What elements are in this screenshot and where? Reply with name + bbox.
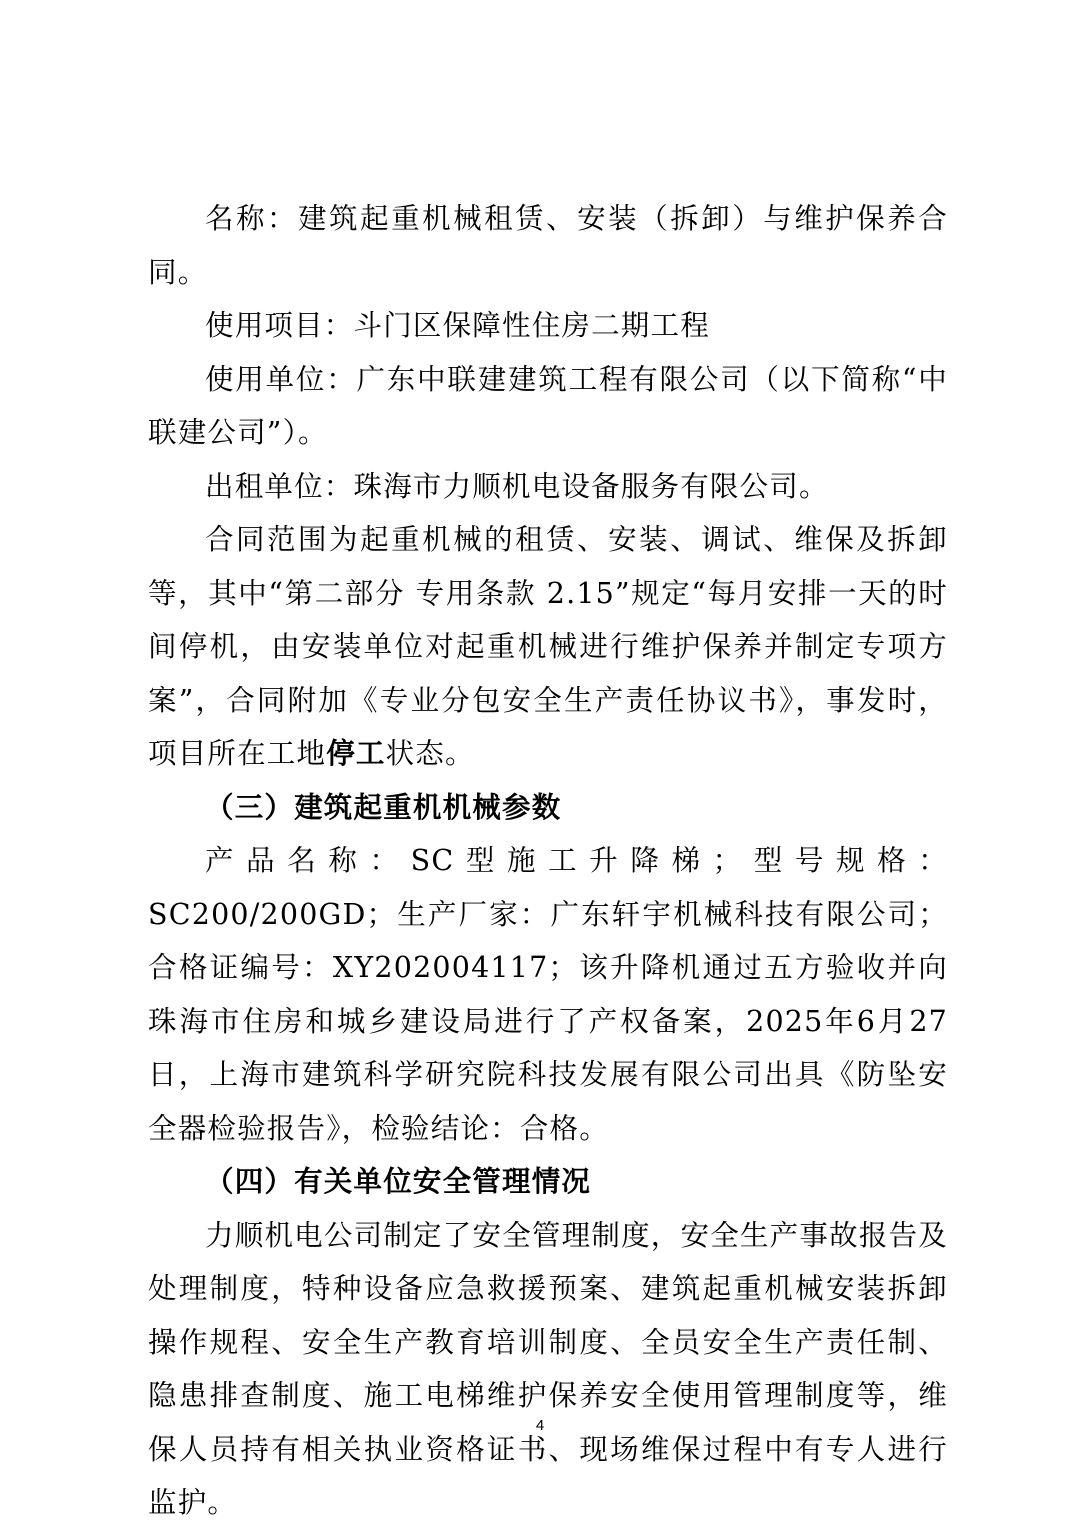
user-unit-paragraph: 使用单位：广东中联建建筑工程有限公司（以下简称“中联建公司”）。 (148, 362, 948, 449)
contract-scope-text: 合同范围为起重机械的租赁、安装、调试、维保及拆卸等，其中“第二部分 专用条款 2.15”规定“每月安排一天的时间停机，由安装单位对起重机械进行维护保养并制定专项方案”，合同附加《专业分包安全生产责任协议书》，事发时，项目所在工地 (148, 523, 948, 770)
contract-scope-paragraph (148, 513, 948, 781)
contract-name-paragraph: 名称：建筑起重机械租赁、安装（拆卸）与维护保养合同。 (148, 202, 948, 289)
section-heading-3: （三）建筑起重机机械参数 (205, 789, 562, 824)
page-number: 4 (535, 1417, 545, 1434)
safety-management-paragraph: 力顺机电公司制定了安全管理制度，安全生产事故报告及处理制度，特种设备应急救援预案、建筑起重机械安装拆卸操作规程、安全生产教育培训制度、全员安全生产责任制、隐患排查制度、施工电梯维护保养安全使用管理制度等，维保人员持有相关执业资格证书、现场维保过程中有专人进行监护。 (148, 1218, 948, 1519)
document-body (148, 192, 948, 1530)
lessor-unit-paragraph: 出租单位：珠海市力顺机电设备服务有限公司。 (205, 469, 829, 503)
project-paragraph: 使用项目：斗门区保障性住房二期工程 (205, 309, 710, 342)
contract-scope-tail: 状态。 (385, 737, 475, 770)
bold-status-text: 停工 (326, 736, 386, 770)
section-heading-4: （四）有关单位安全管理情况 (205, 1164, 592, 1198)
machine-params-paragraph: 产品名称：SC型施工升降梯；型号规格：SC200/200GD；生产厂家：广东轩宇机械科技有限公司；合格证编号：XY202004117；该升降机通过五方验收并向珠海市住房和城乡建设局进行了产权备案，2025年6月27日，上海市建筑科学研究院科技发展有限公司出具《防坠安全器检验报告》，检验结论：合格。 (148, 844, 948, 1145)
